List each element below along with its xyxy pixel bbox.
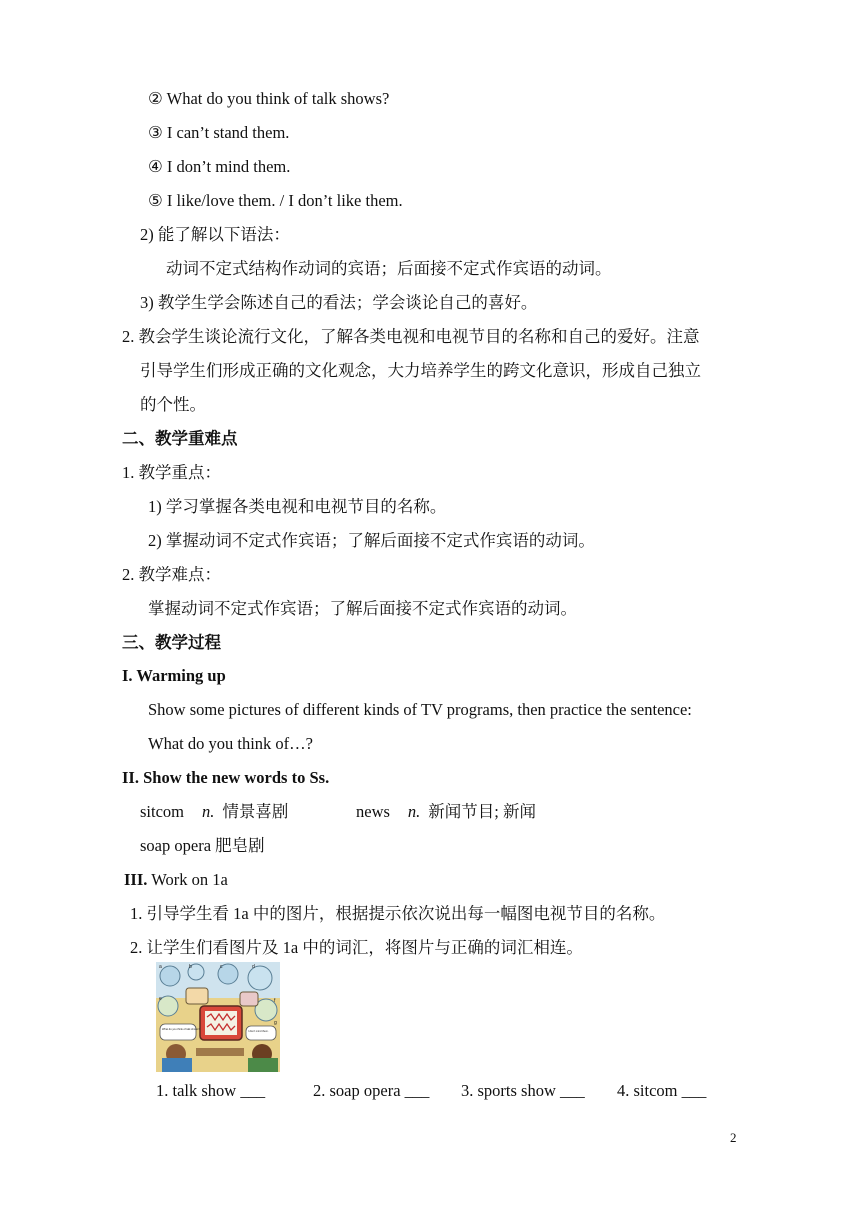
text-line: 3) 教学生学会陈述自己的看法；学会谈论自己的喜好。 — [140, 293, 538, 312]
speech-bubble-text: What do you think of talk shows? — [162, 1028, 200, 1031]
vocab-meaning: 新闻节目; 新闻 — [428, 802, 537, 821]
text-line: soap opera 肥皂剧 — [140, 836, 265, 855]
text-line: 1. 教学重点： — [122, 463, 221, 482]
text-line: 2. 让学生们看图片及 1a 中的词汇，将图片与正确的词汇相连。 — [130, 938, 583, 957]
vocab-word: sitcom — [140, 802, 184, 821]
matching-item: 1. talk show ___ — [156, 1081, 266, 1100]
step-number: III. — [124, 870, 148, 889]
matching-item: 4. sitcom ___ — [617, 1081, 707, 1100]
picture-label: f — [274, 998, 276, 1004]
vocab-meaning: 情景喜剧 — [222, 802, 289, 821]
text-line: What do you think of…? — [148, 734, 313, 753]
text-line: 引导学生们形成正确的文化观念，大力培养学生的跨文化意识，形成自己独立 — [140, 361, 701, 380]
vocab-word: news — [356, 802, 390, 821]
vocab-row — [140, 801, 288, 823]
picture-label: b — [189, 964, 192, 970]
vocab-pos: n. — [407, 802, 421, 821]
text-line: 2) 能了解以下语法： — [140, 225, 290, 244]
text-line: 掌握动词不定式作宾语；了解后面接不定式作宾语的动词。 — [148, 599, 577, 618]
tv-programs-picture — [156, 962, 280, 1072]
step-title: Work on 1a — [147, 870, 228, 889]
text-line: ④ I don’t mind them. — [148, 157, 291, 176]
picture-label: g — [274, 1020, 277, 1026]
text-line: 动词不定式结构作动词的宾语；后面接不定式作宾语的动词。 — [166, 259, 612, 278]
page-number: 2 — [730, 1130, 737, 1145]
picture-illustration — [156, 962, 280, 1072]
step-heading: II. Show the new words to Ss. — [122, 768, 330, 787]
text-line: ② What do you think of talk shows? — [148, 89, 390, 108]
speech-bubble-text: I don’t mind them. — [248, 1030, 269, 1033]
matching-item: 2. soap opera ___ — [313, 1081, 430, 1100]
picture-label: c — [220, 964, 223, 970]
text-line: 2) 掌握动词不定式作宾语；了解后面接不定式作宾语的动词。 — [148, 531, 595, 550]
text-line: Show some pictures of different kinds of TV programs, then practice the sentence: — [148, 700, 692, 719]
vocab-pos: n. — [202, 802, 215, 821]
text-line: 2. 教会学生谈论流行文化，了解各类电视和电视节目的名称和自己的爱好。注意 — [122, 327, 700, 346]
text-line: 1) 学习掌握各类电视和电视节目的名称。 — [148, 497, 447, 516]
text-line: 1. 引导学生看 1a 中的图片，根据提示依次说出每一幅图电视节目的名称。 — [130, 904, 666, 923]
text-line: 的个性。 — [140, 395, 206, 414]
text-line: 2. 教学难点： — [122, 565, 221, 584]
matching-item: 3. sports show ___ — [461, 1081, 585, 1100]
text-line: ③ I can’t stand them. — [148, 123, 290, 142]
section-heading: 三、教学过程 — [122, 633, 221, 652]
vocab-row — [356, 801, 536, 823]
picture-label: e — [159, 996, 162, 1002]
section-heading: 二、教学重难点 — [122, 429, 238, 448]
step-heading — [124, 869, 228, 891]
text-line: ⑤ I like/love them. / I don’t like them. — [148, 191, 403, 210]
step-heading: I. Warming up — [122, 666, 226, 685]
picture-label: a — [159, 964, 162, 970]
picture-label: d — [252, 964, 255, 970]
